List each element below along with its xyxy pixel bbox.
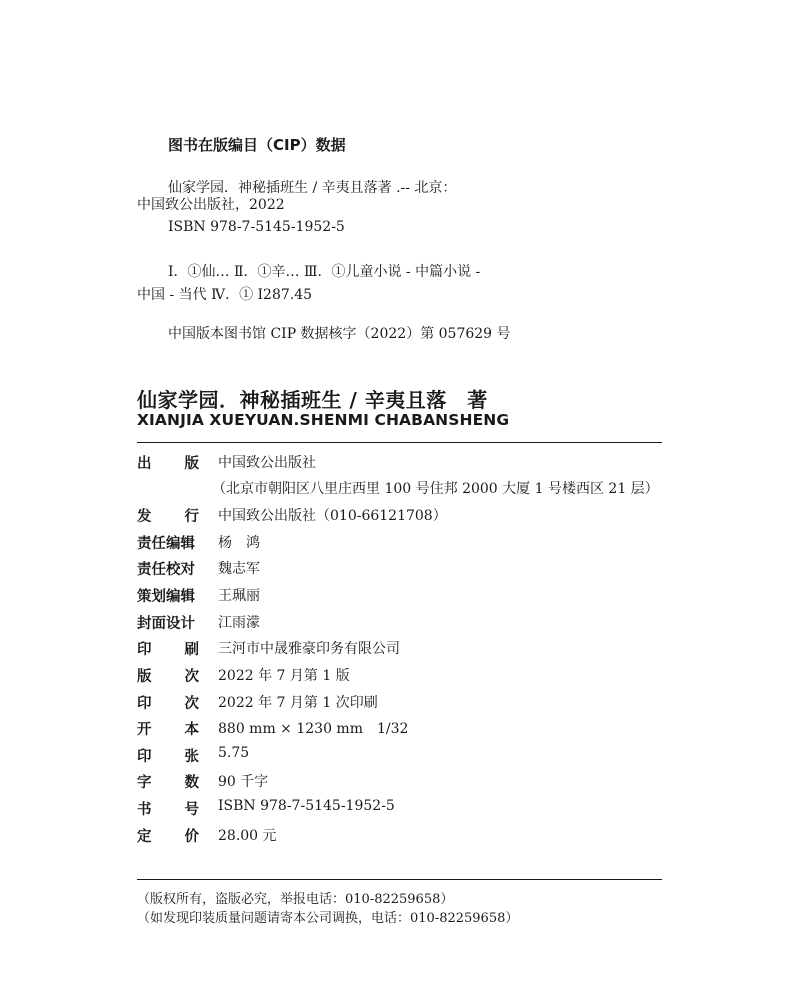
value-distributor: 中国致公出版社（010-66121708） — [218, 508, 447, 524]
cip-line-title: 仙家学园．神秘插班生 / 辛夷且落著 .-- 北京： — [168, 180, 457, 196]
label-responsible-editor: 责任编辑 — [137, 536, 195, 552]
label-cover-design: 封面设计 — [137, 616, 195, 632]
bottom-divider — [137, 879, 662, 880]
label-price: 定 价 — [137, 829, 199, 845]
label-printing: 印 次 — [137, 696, 199, 712]
label-book-number: 书 号 — [137, 802, 199, 818]
value-cover-design: 江雨濛 — [218, 615, 260, 631]
cip-line-classification: 中国 - 当代 Ⅳ．① I287.45 — [137, 287, 313, 303]
book-title: 仙家学园．神秘插班生 / 辛夷且落 著 — [137, 388, 488, 412]
quality-notice: （如发现印装质量问题请寄本公司调换，电话：010-82259658） — [137, 911, 519, 926]
value-price: 28.00 元 — [218, 828, 277, 844]
label-publisher: 出 版 — [137, 456, 199, 472]
book-pinyin-title: XIANJIA XUEYUAN.SHENMI CHABANSHENG — [137, 411, 510, 429]
label-sheets: 印 张 — [137, 749, 199, 765]
label-planning-editor: 策划编辑 — [137, 589, 195, 605]
value-publisher-address: （北京市朝阳区八里庄西里 100 号住邦 2000 大厦 1 号楼西区 21 层） — [212, 481, 659, 497]
value-book-number: ISBN 978-7-5145-1952-5 — [218, 798, 395, 814]
label-printer: 印 刷 — [137, 642, 199, 658]
value-planning-editor: 王珮丽 — [218, 588, 260, 604]
value-edition: 2022 年 7 月第 1 版 — [218, 668, 350, 684]
value-sheets: 5.75 — [218, 745, 250, 761]
value-word-count: 90 千字 — [218, 774, 269, 790]
value-publisher: 中国致公出版社 — [218, 455, 316, 471]
cip-line-publisher: 中国致公出版社，2022 — [137, 197, 285, 213]
label-distributor: 发 行 — [137, 509, 199, 525]
cip-heading: 图书在版编目（CIP）数据 — [168, 136, 346, 154]
value-printing: 2022 年 7 月第 1 次印刷 — [218, 695, 378, 711]
label-proofreader: 责任校对 — [137, 562, 195, 578]
cip-line-record-number: 中国版本图书馆 CIP 数据核字（2022）第 057629 号 — [168, 326, 511, 342]
value-format: 880 mm × 1230 mm 1/32 — [218, 721, 409, 737]
label-word-count: 字 数 — [137, 775, 199, 791]
top-divider — [137, 442, 662, 443]
value-printer: 三河市中晟雅豪印务有限公司 — [218, 641, 400, 657]
cip-line-isbn: ISBN 978-7-5145-1952-5 — [168, 219, 345, 235]
label-edition: 版 次 — [137, 669, 199, 685]
label-format: 开 本 — [137, 722, 199, 738]
cip-line-subjects: Ⅰ．①仙… Ⅱ．①辛… Ⅲ．①儿童小说 - 中篇小说 - — [168, 264, 481, 280]
copyright-notice: （版权所有，盗版必究，举报电话：010-82259658） — [137, 892, 454, 907]
value-responsible-editor: 杨 鸿 — [218, 535, 260, 551]
value-proofreader: 魏志军 — [218, 561, 260, 577]
